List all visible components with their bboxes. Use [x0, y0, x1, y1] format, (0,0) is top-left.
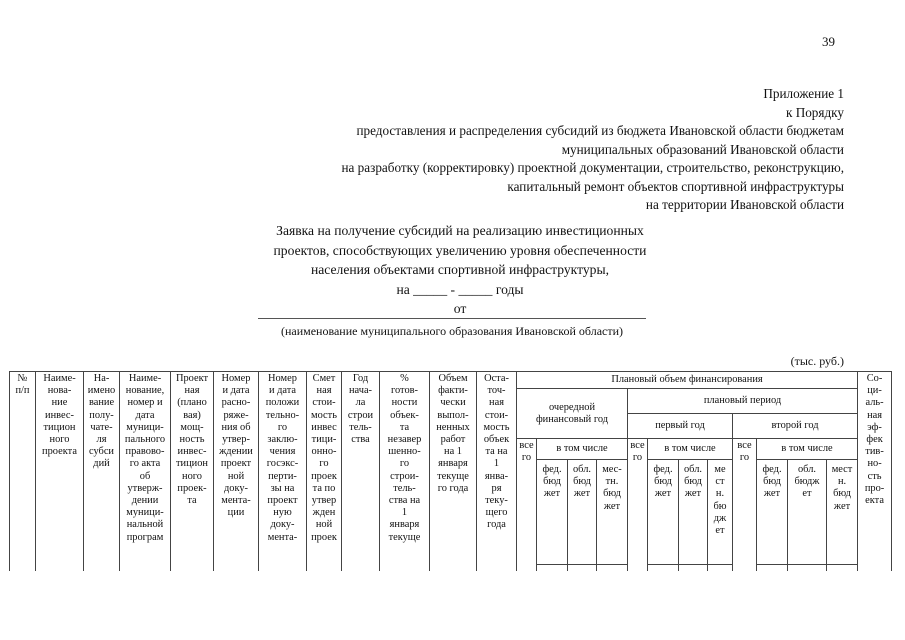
total-header: все го	[733, 439, 757, 571]
units-label: (тыс. руб.)	[790, 354, 844, 368]
sub-header-fed: фед. бюд жет	[648, 460, 679, 565]
col-header-municipal-act: Наиме- нование, номер и дата муници- пального правово- го акта об утверж- дении муници- нальной програм	[120, 372, 171, 571]
annex-line: капитальный ремонт объектов спортивной инфраструктуры	[507, 178, 844, 194]
sub-header-reg: обл. бюд жет	[679, 460, 708, 565]
col-header-recipient: На- имено вание полу- чате- ля субси дий	[84, 372, 120, 571]
second-year-header: второй год	[733, 414, 858, 439]
including-header: в том числе	[757, 439, 858, 460]
col-header-number: № п/п	[10, 372, 36, 571]
annex-line: предоставления и распределения субсидий из бюджета Ивановской области бюджетам	[356, 123, 844, 138]
title-line: населения объектами спортивной инфраструктуры,	[311, 262, 609, 277]
col-header-project-name: Наиме- нова- ние инвес- тицион ного проекта	[36, 372, 84, 571]
sub-header-local: мес- тн. бюд жет	[597, 460, 628, 565]
col-header-capacity: Проект ная (плано вая) мощ- ность инвес- тицион ного проек- та	[171, 372, 214, 571]
title-line: от	[453, 301, 467, 316]
planning-period-header: плановый период	[628, 389, 858, 414]
sub-header-fed: фед. бюд жет	[537, 460, 568, 565]
sub-header-reg: обл. бюд жет	[568, 460, 597, 565]
financing-header: Плановый объем финансирования	[517, 372, 858, 389]
page-number: 39	[822, 34, 835, 49]
sub-header-fed: фед. бюд жет	[757, 460, 788, 565]
first-year-header: первый год	[628, 414, 733, 439]
col-header-estimated-cost: Смет ная стои- мость инвес тици- онно- го проек та по утвер жден ной проек	[307, 372, 342, 571]
annex-line: на территории Ивановской области	[645, 197, 844, 212]
total-header: все го	[628, 439, 648, 571]
municipality-underline	[258, 318, 646, 319]
document-title	[210, 221, 710, 319]
sub-header-reg: обл. бюдж ет	[788, 460, 827, 565]
col-header-start-year: Год нача- ла строи тель- ства	[342, 372, 380, 571]
annex-header	[244, 85, 844, 215]
col-header-residual-cost: Оста- точ- ная стои- мость объек та на 1 янва- ря теку- щего года	[477, 372, 517, 571]
col-header-completed-works: Объем факти- чески выпол- ненных работ на 1 января текуще го года	[430, 372, 477, 571]
sub-header-local: мест н. бюд жет	[827, 460, 858, 565]
title-line: проектов, способствующих увеличению уровня обеспеченности	[273, 242, 647, 258]
col-header-expertise: Номер и дата положи тельно- го заклю- чения госэкс- перти- зы на проект ную доку- мента-	[259, 372, 307, 571]
total-header: все го	[517, 439, 537, 571]
annex-line: к Порядку	[785, 104, 844, 120]
annex-line: Приложение 1	[763, 86, 844, 101]
including-header: в том числе	[648, 439, 733, 460]
col-header-design-approval: Номер и дата расно- ряже- ния об утвер- ждении проект ной доку- мента- ции	[214, 372, 259, 571]
including-header: в том числе	[537, 439, 628, 460]
title-line: на _____ - _____ годы	[396, 281, 524, 297]
sub-header-local: ме ст н. бю дж ет	[708, 460, 733, 565]
application-table	[9, 371, 892, 571]
col-header-readiness: % готов- ности объек- та незавер шенно- го строи- тель- ства на 1 января текуще	[380, 372, 430, 571]
current-year-header: очередной финансовый год	[517, 389, 628, 439]
col-header-social-efficiency: Со- ци- аль- ная эф- фек тив- но- сть про- екта	[858, 372, 892, 571]
annex-line: муниципальных образований Ивановской области	[561, 141, 844, 157]
title-line: Заявка на получение субсидий на реализацию инвестиционных	[276, 223, 644, 238]
annex-line: на разработку (корректировку) проектной документации, строительство, реконструкцию,	[341, 160, 844, 175]
municipality-caption: (наименование муниципального образования Ивановской области)	[280, 324, 624, 338]
